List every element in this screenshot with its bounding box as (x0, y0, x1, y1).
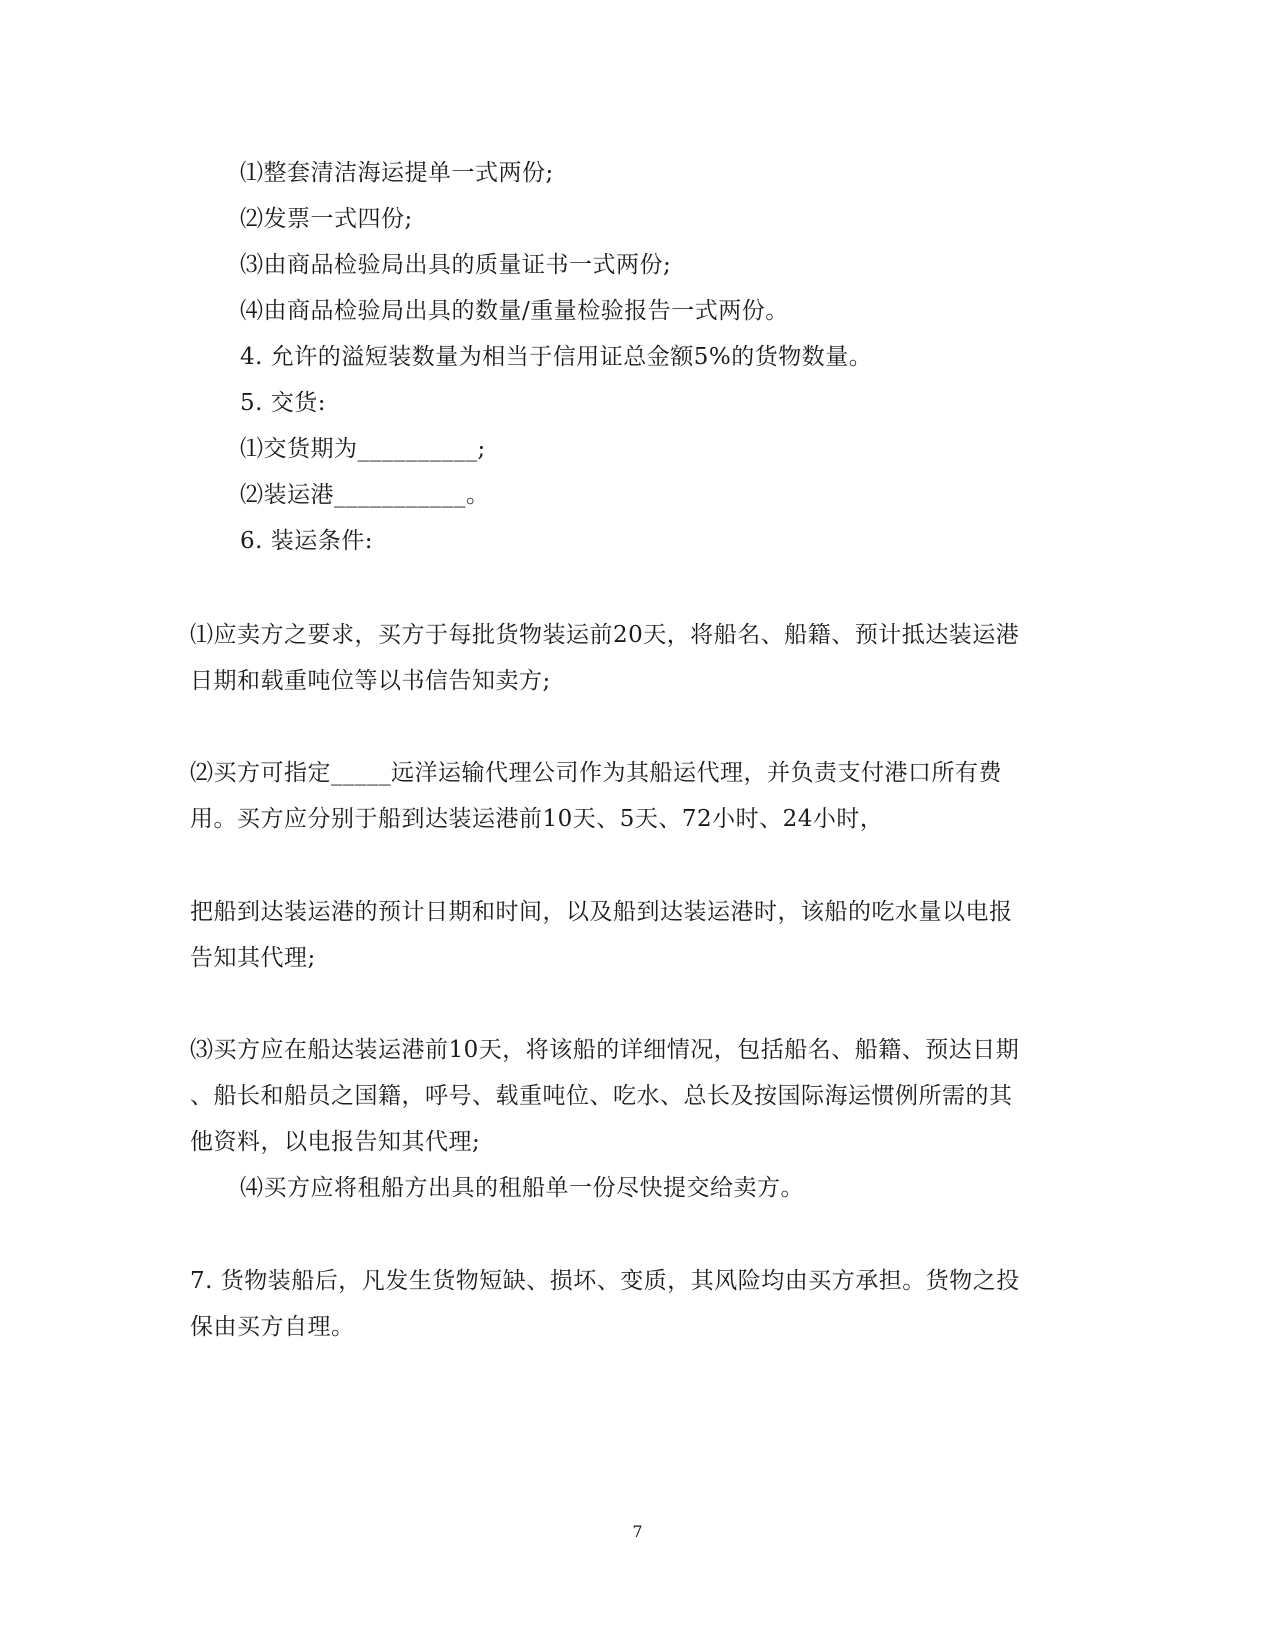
doc-line-7: ⑴交货期为__________; (240, 436, 486, 462)
page-number: 7 (632, 1522, 643, 1541)
doc-line-2: ⑵发票一式四份; (240, 206, 413, 232)
doc-line-10: ⑴应卖方之要求，买方于每批货物装运前20天，将船名、船籍、预计抵达装运港 (190, 622, 1020, 648)
doc-line-16: ⑶买方应在船达装运港前10天，将该船的详细情况，包括船名、船籍、预达日期 (190, 1037, 1020, 1063)
doc-line-4: ⑷由商品检验局出具的数量/重量检验报告一式两份。 (240, 298, 789, 324)
doc-line-1: ⑴整套清洁海运提单一式两份; (240, 160, 554, 186)
doc-line-15: 告知其代理; (190, 945, 316, 971)
doc-line-11: 日期和载重吨位等以书信告知卖方; (190, 668, 551, 694)
doc-line-12: ⑵买方可指定_____远洋运输代理公司作为其船运代理，并负责支付港口所有费 (190, 760, 1002, 786)
doc-line-14: 把船到达装运港的预计日期和时间，以及船到达装运港时，该船的吃水量以电报 (190, 899, 1013, 925)
doc-line-17: 、船长和船员之国籍，呼号、载重吨位、吃水、总长及按国际海运惯例所需的其 (190, 1083, 1013, 1109)
doc-line-3: ⑶由商品检验局出具的质量证书一式两份; (240, 252, 672, 278)
doc-line-21: 保由买方自理。 (190, 1314, 355, 1340)
doc-line-6: 5. 交货: (240, 390, 327, 416)
doc-line-19: ⑷买方应将租船方出具的租船单一份尽快提交给卖方。 (240, 1175, 804, 1201)
doc-line-8: ⑵装运港___________。 (240, 482, 490, 508)
doc-line-5: 4. 允许的溢短装数量为相当于信用证总金额5%的货物数量。 (240, 344, 873, 370)
doc-line-18: 他资料，以电报告知其代理; (190, 1129, 481, 1155)
doc-line-13: 用。买方应分别于船到达装运港前10天、5天、72小时、24小时， (190, 806, 884, 832)
doc-line-20: 7. 货物装船后，凡发生货物短缺、损坏、变质，其风险均由买方承担。货物之投 (190, 1268, 1020, 1294)
doc-line-9: 6. 装运条件: (240, 528, 374, 554)
